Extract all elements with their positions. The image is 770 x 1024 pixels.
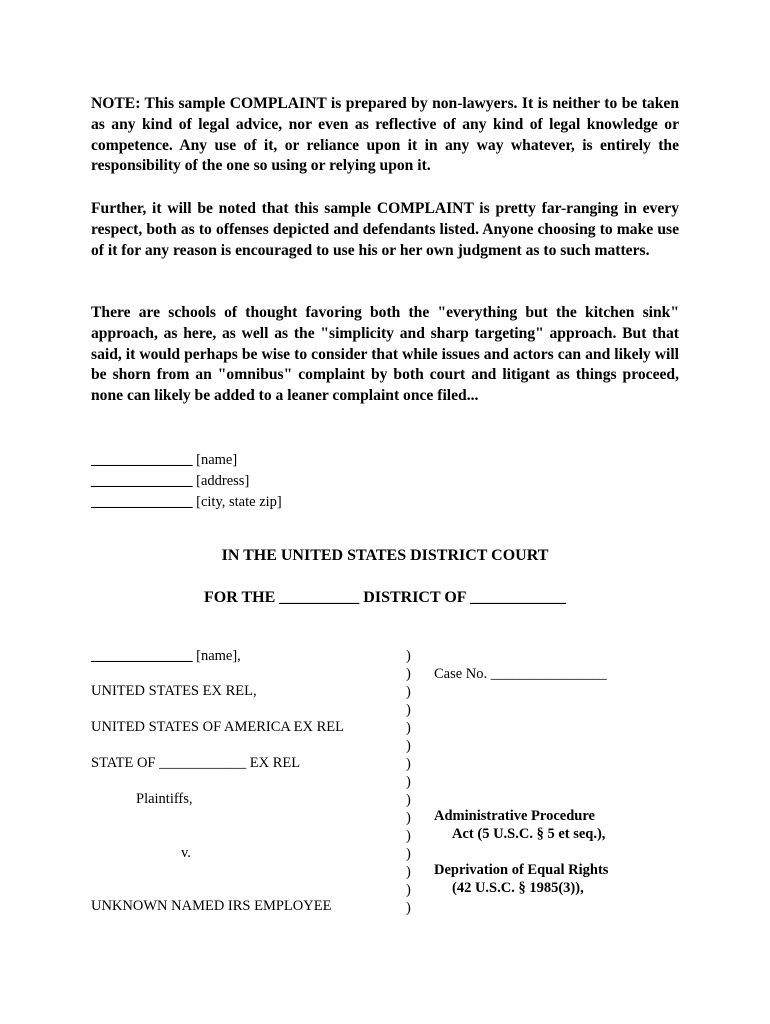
disclaimer-paragraph-2: Further, it will be noted that this sample COMPLAINT is pretty far-ranging in every respect, both as to offenses depicted and defendants listed. Anyone choosing to make use of it for any reason is encouraged to use his or her own judgment as to such matters. [91,200,679,259]
caption-paren: ) [406,648,411,664]
claim-equal-rights-line1: Deprivation of Equal Rights [434,862,609,878]
claim-apa-line1: Administrative Procedure [434,808,595,824]
caption-paren: ) [406,684,411,700]
case-number-field: Case No. ________________ [434,666,607,682]
caption-paren: ) [406,810,411,826]
caption-paren: ) [406,756,411,772]
caption-paren: ) [406,792,411,808]
court-heading: IN THE UNITED STATES DISTRICT COURT [221,547,549,564]
claim-equal-rights-line2: (42 U.S.C. § 1985(3)), [452,880,584,896]
caption-paren: ) [406,666,411,682]
caption-plaintiffs-label: Plaintiffs, [136,791,193,807]
caption-plaintiff-line: ______________ [name], [91,648,241,664]
caption-usa-ex-rel: UNITED STATES OF AMERICA EX REL [91,719,344,735]
address-street-line: ______________ [address] [91,473,250,489]
caption-paren: ) [406,738,411,754]
caption-paren: ) [406,828,411,844]
caption-paren: ) [406,720,411,736]
caption-paren: ) [406,846,411,862]
caption-paren: ) [406,702,411,718]
district-heading: FOR THE __________ DISTRICT OF ____________ [204,589,566,606]
caption-state-ex-rel: STATE OF ____________ EX REL [91,755,301,771]
caption-versus: v. [181,845,191,861]
address-name-line: ______________ [name] [91,452,238,468]
caption-defendant: UNKNOWN NAMED IRS EMPLOYEE [91,898,332,914]
caption-paren: ) [406,882,411,898]
claim-apa-line2: Act (5 U.S.C. § 5 et seq.), [452,826,606,842]
caption-paren: ) [406,900,411,916]
disclaimer-paragraph-3: There are schools of thought favoring both the "everything but the kitchen sink" approach, as here, as well as the "simplicity and sharp targeting" approach. But that said, it would perhaps be wise to consider that while issues and actors can and likely will be shorn from an "omnibus" complaint by both court and litigant as things proceed, none can likely be added to a leaner complaint once filed... [91,304,679,405]
address-city-line: ______________ [city, state zip] [91,494,282,510]
caption-paren: ) [406,864,411,880]
caption-us-ex-rel: UNITED STATES EX REL, [91,683,257,699]
caption-paren: ) [406,774,411,790]
disclaimer-paragraph-1: NOTE: This sample COMPLAINT is prepared by non-lawyers. It is neither to be taken as any kind of legal advice, nor even as reflective of any kind of legal knowledge or competence. Any use of it, or reliance upon it in any way whatever, is entirely the responsibility of the one so using or relying upon it. [91,95,679,175]
